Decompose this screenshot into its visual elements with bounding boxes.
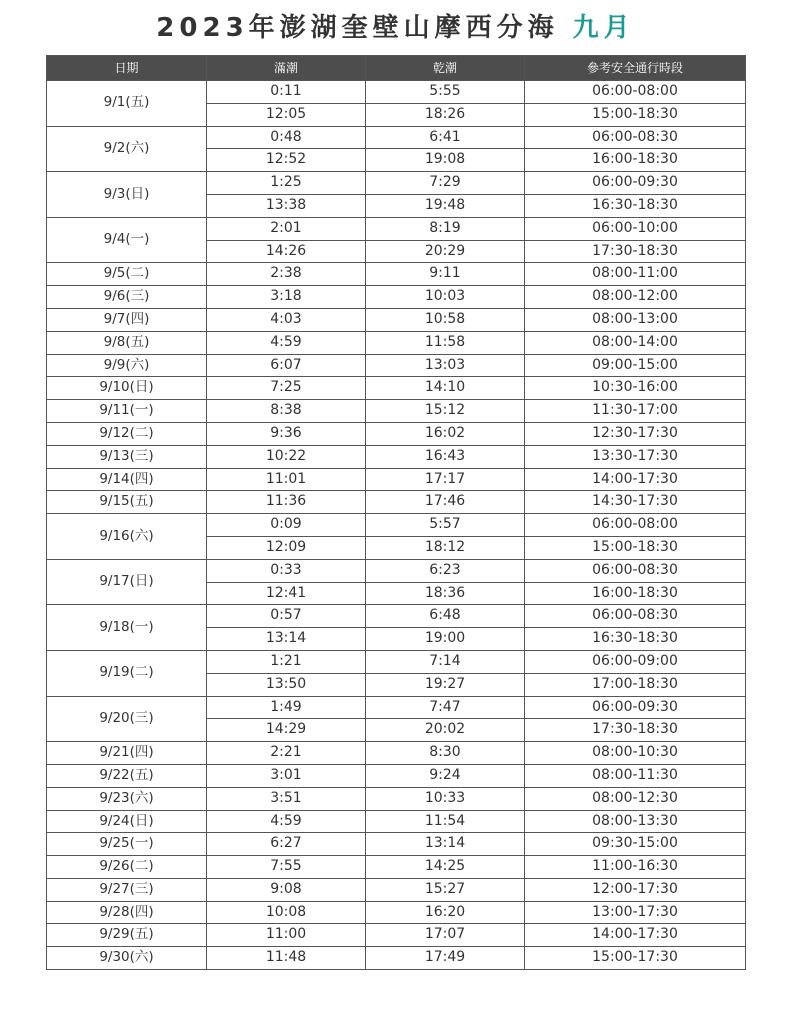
date-cell: 9/24(日) [47, 810, 207, 833]
low-tide-cell: 10:58 [366, 308, 525, 331]
table-row [47, 126, 746, 149]
date-cell: 9/12(二) [47, 422, 207, 445]
low-tide-cell: 10:33 [366, 787, 525, 810]
low-tide-cell: 19:08 [366, 149, 525, 172]
low-tide-cell: 19:00 [366, 628, 525, 651]
low-tide-cell: 17:49 [366, 947, 525, 970]
table-row [47, 833, 746, 856]
table-row [47, 878, 746, 901]
safe-period-cell: 16:30-18:30 [525, 194, 746, 217]
safe-period-cell: 14:30-17:30 [525, 491, 746, 514]
date-cell: 9/11(一) [47, 400, 207, 423]
safe-period-cell: 13:30-17:30 [525, 445, 746, 468]
safe-period-cell: 12:00-17:30 [525, 878, 746, 901]
safe-period-cell: 08:00-13:30 [525, 810, 746, 833]
high-tide-cell: 1:49 [207, 696, 366, 719]
table-row [47, 445, 746, 468]
high-tide-cell: 4:59 [207, 331, 366, 354]
column-header-low-tide: 乾潮 [366, 56, 525, 81]
safe-period-cell: 11:30-17:00 [525, 400, 746, 423]
date-cell: 9/26(二) [47, 856, 207, 879]
high-tide-cell: 9:36 [207, 422, 366, 445]
safe-period-cell: 08:00-14:00 [525, 331, 746, 354]
table-row [47, 810, 746, 833]
column-header-high-tide: 滿潮 [207, 56, 366, 81]
low-tide-cell: 11:54 [366, 810, 525, 833]
low-tide-cell: 20:02 [366, 719, 525, 742]
high-tide-cell: 11:01 [207, 468, 366, 491]
date-cell: 9/28(四) [47, 901, 207, 924]
safe-period-cell: 06:00-08:30 [525, 605, 746, 628]
safe-period-cell: 06:00-10:00 [525, 217, 746, 240]
low-tide-cell: 7:47 [366, 696, 525, 719]
high-tide-cell: 3:01 [207, 764, 366, 787]
safe-period-cell: 16:30-18:30 [525, 628, 746, 651]
safe-period-cell: 08:00-12:00 [525, 286, 746, 309]
table-row [47, 514, 746, 537]
high-tide-cell: 13:14 [207, 628, 366, 651]
safe-period-cell: 17:30-18:30 [525, 719, 746, 742]
safe-period-cell: 06:00-08:00 [525, 514, 746, 537]
low-tide-cell: 9:24 [366, 764, 525, 787]
low-tide-cell: 15:12 [366, 400, 525, 423]
table-row [47, 947, 746, 970]
table-row [47, 308, 746, 331]
page-title [0, 10, 791, 46]
date-cell: 9/1(五) [47, 81, 207, 127]
safe-period-cell: 15:00-17:30 [525, 947, 746, 970]
safe-period-cell: 16:00-18:30 [525, 582, 746, 605]
high-tide-cell: 11:48 [207, 947, 366, 970]
high-tide-cell: 0:09 [207, 514, 366, 537]
high-tide-cell: 4:03 [207, 308, 366, 331]
column-header-safe-period: 參考安全通行時段 [525, 56, 746, 81]
date-cell: 9/10(日) [47, 377, 207, 400]
column-header-date: 日期 [47, 56, 207, 81]
high-tide-cell: 4:59 [207, 810, 366, 833]
safe-period-cell: 12:30-17:30 [525, 422, 746, 445]
low-tide-cell: 11:58 [366, 331, 525, 354]
high-tide-cell: 12:52 [207, 149, 366, 172]
safe-period-cell: 15:00-18:30 [525, 536, 746, 559]
high-tide-cell: 12:41 [207, 582, 366, 605]
date-cell: 9/8(五) [47, 331, 207, 354]
date-cell: 9/4(一) [47, 217, 207, 263]
safe-period-cell: 14:00-17:30 [525, 924, 746, 947]
date-cell: 9/25(一) [47, 833, 207, 856]
table-row [47, 742, 746, 765]
table-row [47, 764, 746, 787]
table-row [47, 331, 746, 354]
safe-period-cell: 15:00-18:30 [525, 103, 746, 126]
table-header [47, 56, 746, 81]
date-cell: 9/2(六) [47, 126, 207, 172]
table-row [47, 901, 746, 924]
table-row [47, 377, 746, 400]
low-tide-cell: 16:02 [366, 422, 525, 445]
table-row [47, 650, 746, 673]
safe-period-cell: 08:00-12:30 [525, 787, 746, 810]
safe-period-cell: 08:00-13:00 [525, 308, 746, 331]
low-tide-cell: 7:14 [366, 650, 525, 673]
safe-period-cell: 08:00-11:30 [525, 764, 746, 787]
date-cell: 9/18(一) [47, 605, 207, 651]
date-cell: 9/19(二) [47, 650, 207, 696]
low-tide-cell: 18:12 [366, 536, 525, 559]
low-tide-cell: 17:46 [366, 491, 525, 514]
high-tide-cell: 7:55 [207, 856, 366, 879]
date-cell: 9/21(四) [47, 742, 207, 765]
high-tide-cell: 2:38 [207, 263, 366, 286]
low-tide-cell: 18:26 [366, 103, 525, 126]
table-row [47, 924, 746, 947]
low-tide-cell: 17:07 [366, 924, 525, 947]
safe-period-cell: 09:00-15:00 [525, 354, 746, 377]
date-cell: 9/23(六) [47, 787, 207, 810]
high-tide-cell: 13:50 [207, 673, 366, 696]
date-cell: 9/30(六) [47, 947, 207, 970]
low-tide-cell: 16:20 [366, 901, 525, 924]
date-cell: 9/16(六) [47, 514, 207, 560]
date-cell: 9/13(三) [47, 445, 207, 468]
date-cell: 9/27(三) [47, 878, 207, 901]
safe-period-cell: 11:00-16:30 [525, 856, 746, 879]
title-month: 九月 [572, 13, 635, 43]
high-tide-cell: 13:38 [207, 194, 366, 217]
table-row [47, 286, 746, 309]
high-tide-cell: 6:07 [207, 354, 366, 377]
low-tide-cell: 14:10 [366, 377, 525, 400]
safe-period-cell: 16:00-18:30 [525, 149, 746, 172]
date-cell: 9/29(五) [47, 924, 207, 947]
tide-table [46, 55, 746, 970]
low-tide-cell: 14:25 [366, 856, 525, 879]
low-tide-cell: 17:17 [366, 468, 525, 491]
safe-period-cell: 06:00-08:30 [525, 559, 746, 582]
safe-period-cell: 06:00-09:30 [525, 696, 746, 719]
low-tide-cell: 6:23 [366, 559, 525, 582]
table-row [47, 468, 746, 491]
low-tide-cell: 13:03 [366, 354, 525, 377]
header-row [47, 56, 746, 81]
safe-period-cell: 08:00-11:00 [525, 263, 746, 286]
table-row [47, 217, 746, 240]
date-cell: 9/7(四) [47, 308, 207, 331]
safe-period-cell: 08:00-10:30 [525, 742, 746, 765]
low-tide-cell: 19:48 [366, 194, 525, 217]
safe-period-cell: 17:30-18:30 [525, 240, 746, 263]
table-row [47, 559, 746, 582]
table-row [47, 605, 746, 628]
high-tide-cell: 10:22 [207, 445, 366, 468]
high-tide-cell: 0:48 [207, 126, 366, 149]
low-tide-cell: 6:41 [366, 126, 525, 149]
low-tide-cell: 5:57 [366, 514, 525, 537]
high-tide-cell: 11:00 [207, 924, 366, 947]
high-tide-cell: 0:33 [207, 559, 366, 582]
high-tide-cell: 0:57 [207, 605, 366, 628]
low-tide-cell: 7:29 [366, 172, 525, 195]
table-row [47, 491, 746, 514]
high-tide-cell: 8:38 [207, 400, 366, 423]
date-cell: 9/20(三) [47, 696, 207, 742]
safe-period-cell: 14:00-17:30 [525, 468, 746, 491]
low-tide-cell: 18:36 [366, 582, 525, 605]
table-row [47, 172, 746, 195]
high-tide-cell: 6:27 [207, 833, 366, 856]
date-cell: 9/14(四) [47, 468, 207, 491]
table-row [47, 422, 746, 445]
high-tide-cell: 1:25 [207, 172, 366, 195]
high-tide-cell: 12:09 [207, 536, 366, 559]
high-tide-cell: 7:25 [207, 377, 366, 400]
table-row [47, 400, 746, 423]
high-tide-cell: 12:05 [207, 103, 366, 126]
high-tide-cell: 11:36 [207, 491, 366, 514]
date-cell: 9/5(二) [47, 263, 207, 286]
low-tide-cell: 16:43 [366, 445, 525, 468]
safe-period-cell: 06:00-08:00 [525, 81, 746, 104]
high-tide-cell: 0:11 [207, 81, 366, 104]
safe-period-cell: 06:00-09:30 [525, 172, 746, 195]
date-cell: 9/6(三) [47, 286, 207, 309]
table-row [47, 354, 746, 377]
date-cell: 9/15(五) [47, 491, 207, 514]
high-tide-cell: 14:26 [207, 240, 366, 263]
table-row [47, 81, 746, 104]
table-row [47, 263, 746, 286]
table-row [47, 787, 746, 810]
high-tide-cell: 3:51 [207, 787, 366, 810]
high-tide-cell: 3:18 [207, 286, 366, 309]
low-tide-cell: 5:55 [366, 81, 525, 104]
date-cell: 9/9(六) [47, 354, 207, 377]
high-tide-cell: 1:21 [207, 650, 366, 673]
date-cell: 9/3(日) [47, 172, 207, 218]
table-row [47, 696, 746, 719]
safe-period-cell: 09:30-15:00 [525, 833, 746, 856]
low-tide-cell: 20:29 [366, 240, 525, 263]
safe-period-cell: 10:30-16:00 [525, 377, 746, 400]
high-tide-cell: 2:21 [207, 742, 366, 765]
title-text: 2023年澎湖奎壁山摩西分海 [156, 13, 559, 43]
table-body [47, 81, 746, 970]
safe-period-cell: 06:00-08:30 [525, 126, 746, 149]
table-row [47, 856, 746, 879]
safe-period-cell: 17:00-18:30 [525, 673, 746, 696]
high-tide-cell: 14:29 [207, 719, 366, 742]
date-cell: 9/17(日) [47, 559, 207, 605]
low-tide-cell: 19:27 [366, 673, 525, 696]
low-tide-cell: 8:30 [366, 742, 525, 765]
low-tide-cell: 9:11 [366, 263, 525, 286]
low-tide-cell: 15:27 [366, 878, 525, 901]
high-tide-cell: 10:08 [207, 901, 366, 924]
safe-period-cell: 13:00-17:30 [525, 901, 746, 924]
high-tide-cell: 9:08 [207, 878, 366, 901]
low-tide-cell: 10:03 [366, 286, 525, 309]
low-tide-cell: 13:14 [366, 833, 525, 856]
date-cell: 9/22(五) [47, 764, 207, 787]
high-tide-cell: 2:01 [207, 217, 366, 240]
low-tide-cell: 8:19 [366, 217, 525, 240]
low-tide-cell: 6:48 [366, 605, 525, 628]
safe-period-cell: 06:00-09:00 [525, 650, 746, 673]
